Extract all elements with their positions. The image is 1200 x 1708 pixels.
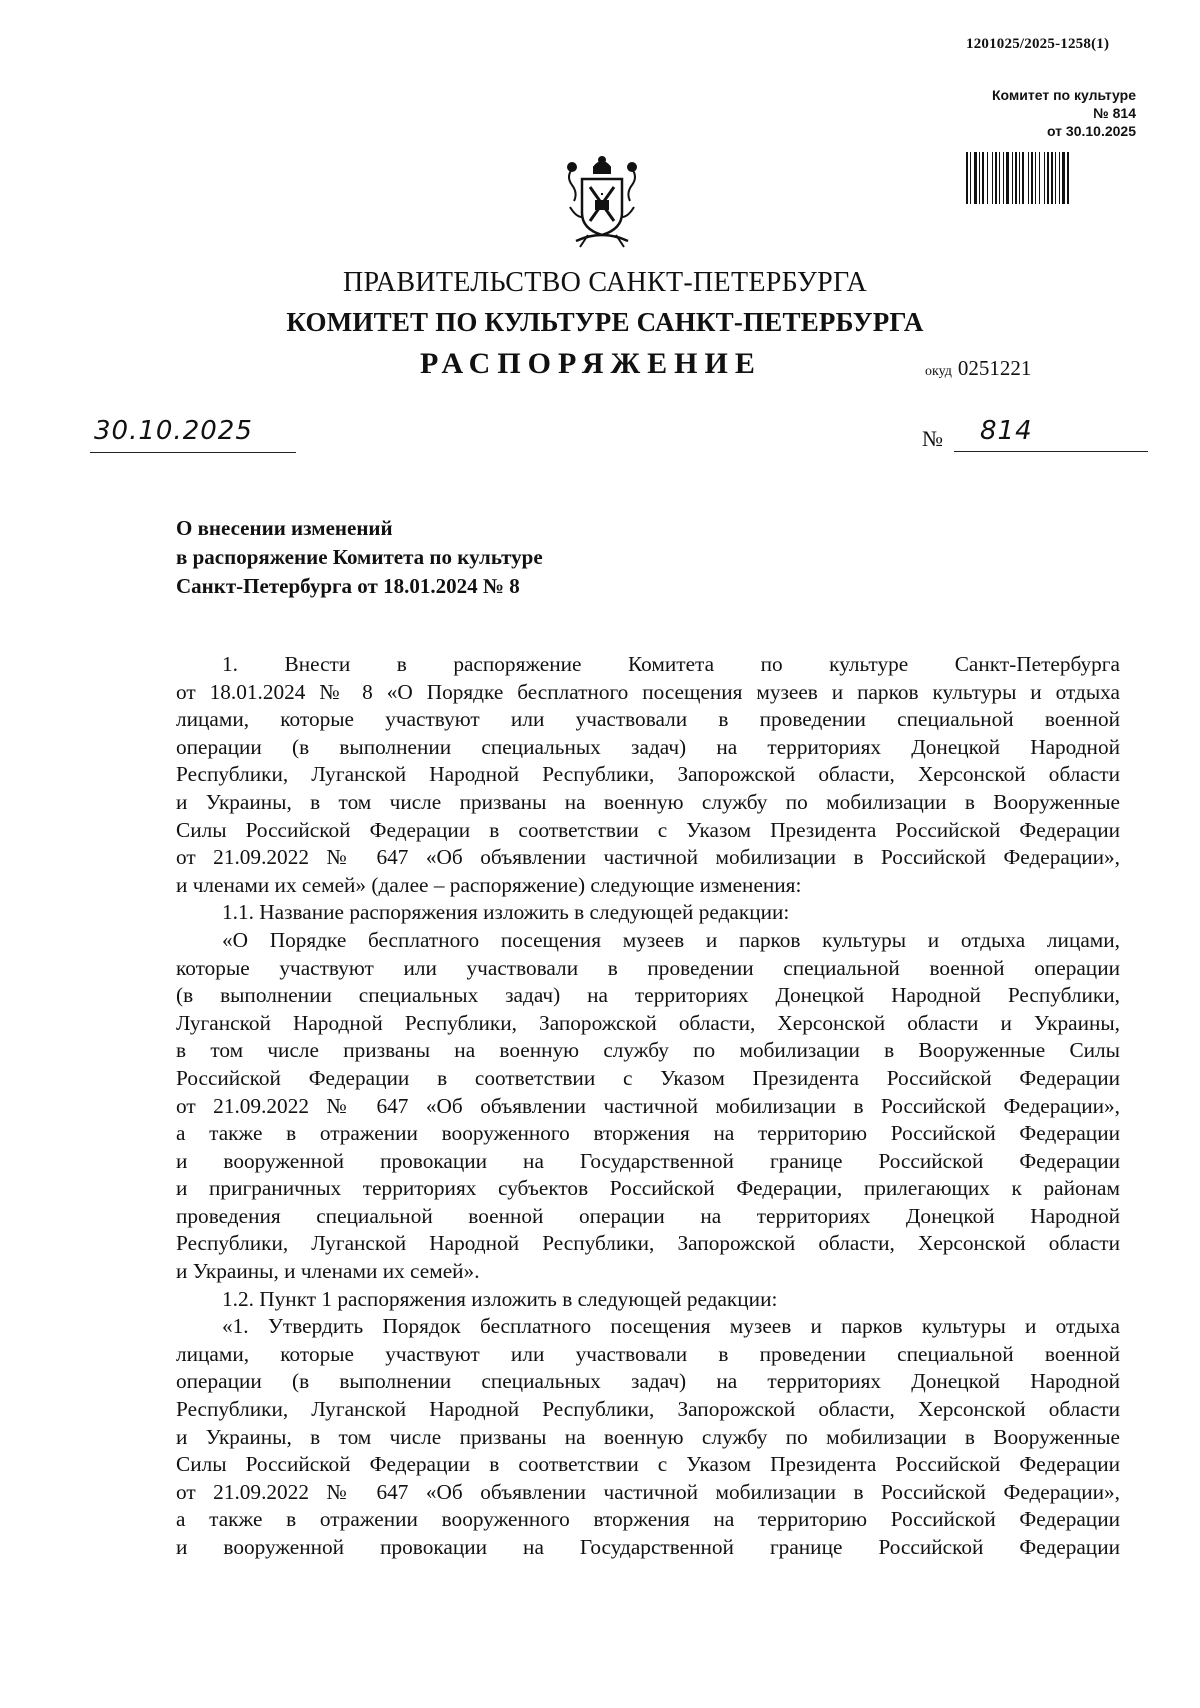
- text-line: Силы Российской Федерации в соответствии с Указом Президента Российской Федерации: [176, 817, 1120, 842]
- okud-code: [925, 356, 1031, 381]
- text-line: от 21.09.2022 № 647 «Об объявлении частичной мобилизации в Российской Федерации»,: [176, 1479, 1120, 1504]
- text-line: и вооруженной провокации на Государственной границе Российской Федерации: [176, 1535, 1120, 1559]
- paragraph-2: [176, 927, 1120, 1286]
- text-line: Республики, Луганской Народной Республики, Запорожской области, Херсонской области: [176, 1397, 1120, 1422]
- text-line: а также в отражении вооруженного вторжения на территорию Российской Федерации: [176, 1121, 1120, 1146]
- paragraph-1-1: [176, 899, 1120, 927]
- document-type-title: РАСПОРЯЖЕНИЕ: [420, 347, 762, 380]
- text-line: и Украины, и членами их семей».: [176, 1259, 480, 1284]
- document-number: 1201025/2025-1258(1): [966, 36, 1110, 52]
- text-line: лицами, которые участвуют или участвовали в проведении специальной военной: [176, 707, 1120, 732]
- number-underline: [954, 451, 1148, 452]
- handwritten-number: 814: [980, 416, 1033, 446]
- okud-value: 0251221: [957, 356, 1032, 380]
- text-line: и вооруженной провокации на Государственной границе Российской Федерации: [176, 1148, 1120, 1173]
- subject-line: Санкт-Петербурга от 18.01.2024 № 8: [176, 574, 520, 598]
- paragraph-3: [176, 1313, 1120, 1561]
- barcode-icon: [966, 152, 1118, 204]
- registration-stamp: [946, 86, 1136, 140]
- committee-name: КОМИТЕТ ПО КУЛЬТУРЕ САНКТ-ПЕТЕРБУРГА: [286, 307, 924, 337]
- text-line: «О Порядке бесплатного посещения музеев и парков культуры и отдыха лицами,: [222, 927, 1120, 952]
- text-line: которые участвуют или участвовали в проведении специальной военной операции: [176, 955, 1120, 980]
- text-line: лицами, которые участвуют или участвовали в проведении специальной военной: [176, 1341, 1120, 1366]
- text-line: в том числе призваны на военную службу по мобилизации в Вооруженные Силы: [176, 1038, 1120, 1063]
- text-line: 1.2. Пункт 1 распоряжения изложить в следующей редакции:: [222, 1286, 778, 1311]
- document-body: [176, 651, 1120, 1562]
- order-date-field: [90, 418, 296, 453]
- order-number-field: [922, 416, 1148, 452]
- text-line: проведения специальной военной операции на территориях Донецкой Народной: [176, 1203, 1120, 1228]
- handwritten-date: 30.10.2025: [94, 416, 253, 446]
- text-line: и приграничных территориях субъектов Российской Федерации, прилегающих к районам: [176, 1176, 1120, 1201]
- text-line: Луганской Народной Республики, Запорожской области, Херсонской области и Украины,: [176, 1010, 1120, 1035]
- text-line: операции (в выполнении специальных задач) на территориях Донецкой Народной: [176, 734, 1120, 759]
- text-line: и Украины, в том числе призваны на военную службу по мобилизации в Вооруженные: [176, 1424, 1120, 1449]
- text-line: (в выполнении специальных задач) на территориях Донецкой Народной Республики,: [176, 983, 1120, 1008]
- text-line: от 18.01.2024 № 8 «О Порядке бесплатного посещения музеев и парков культуры и отдыха: [176, 679, 1120, 704]
- document-subject: [176, 514, 543, 601]
- text-line: и Украины, в том числе призваны на военную службу по мобилизации в Вооруженные: [176, 789, 1120, 814]
- subject-line: в распоряжение Комитета по культуре: [176, 545, 543, 569]
- government-name: ПРАВИТЕЛЬСТВО САНКТ-ПЕТЕРБУРГА: [343, 267, 867, 298]
- text-line: и членами их семей» (далее – распоряжение) следующие изменения:: [176, 872, 802, 897]
- coat-of-arms-icon: [560, 155, 644, 251]
- text-line: «1. Утвердить Порядок бесплатного посещения музеев и парков культуры и отдыха: [222, 1314, 1120, 1339]
- text-line: от 21.09.2022 № 647 «Об объявлении частичной мобилизации в Российской Федерации»,: [176, 845, 1120, 870]
- paragraph-1: [176, 651, 1120, 899]
- text-line: 1. Внести в распоряжение Комитета по культуре Санкт-Петербурга: [222, 652, 1120, 676]
- text-line: Республики, Луганской Народной Республики, Запорожской области, Херсонской области: [176, 762, 1120, 787]
- registration-stamp-number: № 814: [1093, 105, 1136, 121]
- text-line: от 21.09.2022 № 647 «Об объявлении частичной мобилизации в Российской Федерации»,: [176, 1093, 1120, 1118]
- registration-stamp-date: от 30.10.2025: [1046, 123, 1136, 139]
- text-line: операции (в выполнении специальных задач) на территориях Донецкой Народной: [176, 1369, 1120, 1394]
- okud-label: окуд: [925, 364, 952, 379]
- subject-line: О внесении изменений: [176, 516, 393, 540]
- text-line: а также в отражении вооруженного вторжения на территорию Российской Федерации: [176, 1507, 1120, 1532]
- number-label: №: [922, 426, 943, 451]
- text-line: Силы Российской Федерации в соответствии с Указом Президента Российской Федерации: [176, 1452, 1120, 1477]
- registration-stamp-line: Комитет по культуре: [992, 87, 1136, 103]
- text-line: Республики, Луганской Народной Республики, Запорожской области, Херсонской области: [176, 1231, 1120, 1256]
- paragraph-1-2: [176, 1286, 1120, 1314]
- text-line: 1.1. Название распоряжения изложить в следующей редакции:: [222, 900, 790, 925]
- text-line: Российской Федерации в соответствии с Указом Президента Российской Федерации: [176, 1065, 1120, 1090]
